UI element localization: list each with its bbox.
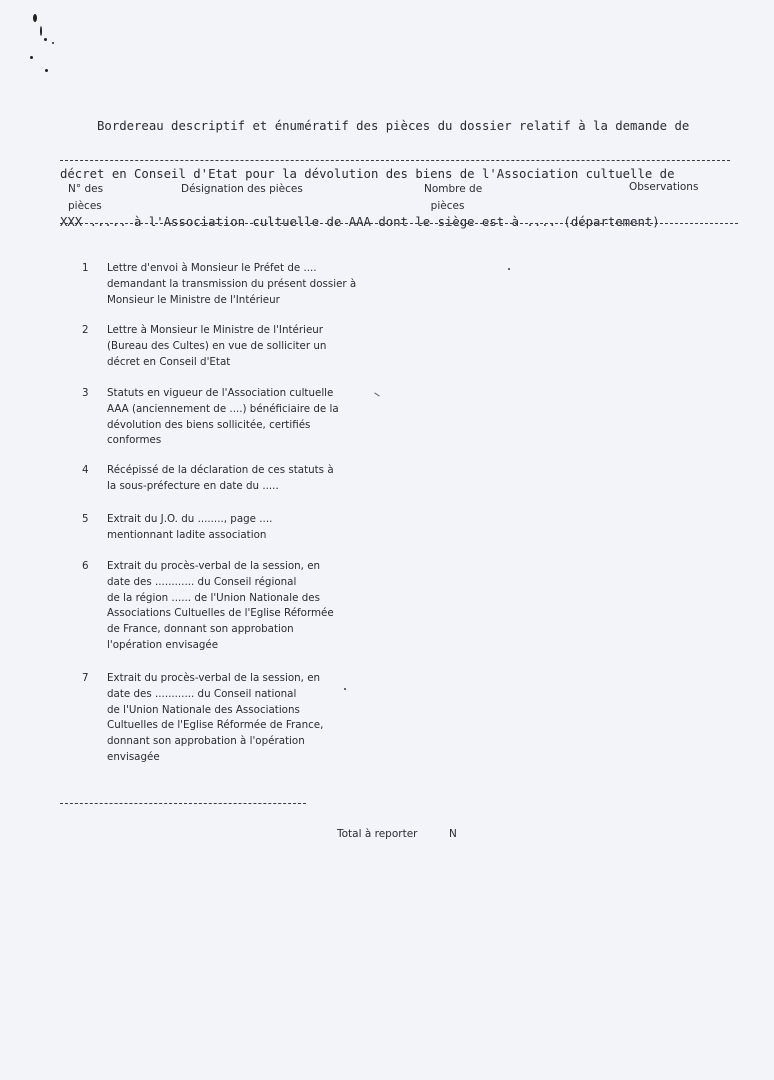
total-label: Total à reporter — [337, 828, 418, 840]
item-number: 1 — [82, 262, 89, 274]
col-header-observations: Observations — [629, 181, 699, 193]
col-header-designation: Désignation des pièces — [181, 183, 303, 195]
footer-rule — [60, 803, 306, 804]
item-number: 5 — [82, 513, 89, 525]
stray-mark — [374, 392, 379, 396]
header-top-rule — [60, 160, 730, 161]
item-designation: Statuts en vigueur de l'Association cultuelle AAA (anciennement de ....) bénéficiaire de la dévolution des biens sollicitée, certifiés conformes — [107, 387, 339, 447]
col-header-number: N° des pièces — [68, 183, 104, 212]
item-number: 4 — [82, 464, 89, 476]
item-number: 6 — [82, 560, 89, 572]
item-designation: Extrait du J.O. du ........, page .... mentionnant ladite association — [107, 513, 273, 541]
item-designation: Extrait du procès-verbal de la session, en date des ............ du Conseil régional de la région ...... de l'Union Nationale des Associations Cultuelles de l'Eglise Réformée de France, donnant son approbation l'opération envisagée — [107, 560, 334, 651]
item-number: 7 — [82, 672, 89, 684]
header-bottom-rule — [60, 223, 738, 224]
stray-mark — [508, 268, 510, 270]
intro-line: décret en Conseil d'Etat pour la dévolution des biens de l'Association cultuelle de — [60, 167, 675, 181]
item-number: 3 — [82, 387, 89, 399]
stray-mark — [344, 688, 346, 690]
total-value: N — [449, 828, 457, 840]
intro-line: XXX ..... à l'Association cultuelle de AAA dont le siège est à .... (département) — [60, 215, 660, 229]
col-header-count: Nombre de pièces — [424, 183, 483, 212]
item-designation: Lettre à Monsieur le Ministre de l'Intérieur (Bureau des Cultes) en vue de solliciter un décret en Conseil d'Etat — [107, 324, 327, 368]
intro-paragraph — [60, 86, 740, 246]
item-designation: Extrait du procès-verbal de la session, en date des ............ du Conseil national de l'Union Nationale des Associations Cultuelles de l'Eglise Réformée de France, donnant son approbation à l'opération envisagée — [107, 672, 324, 763]
item-number: 2 — [82, 324, 89, 336]
item-designation: Lettre d'envoi à Monsieur le Préfet de .... demandant la transmission du présent dossier à Monsieur le Ministre de l'Intérieur — [107, 262, 357, 306]
item-designation: Récépissé de la déclaration de ces statuts à la sous-préfecture en date du ..... — [107, 464, 334, 492]
intro-line: Bordereau descriptif et énumératif des pièces du dossier relatif à la demande de — [60, 119, 690, 133]
